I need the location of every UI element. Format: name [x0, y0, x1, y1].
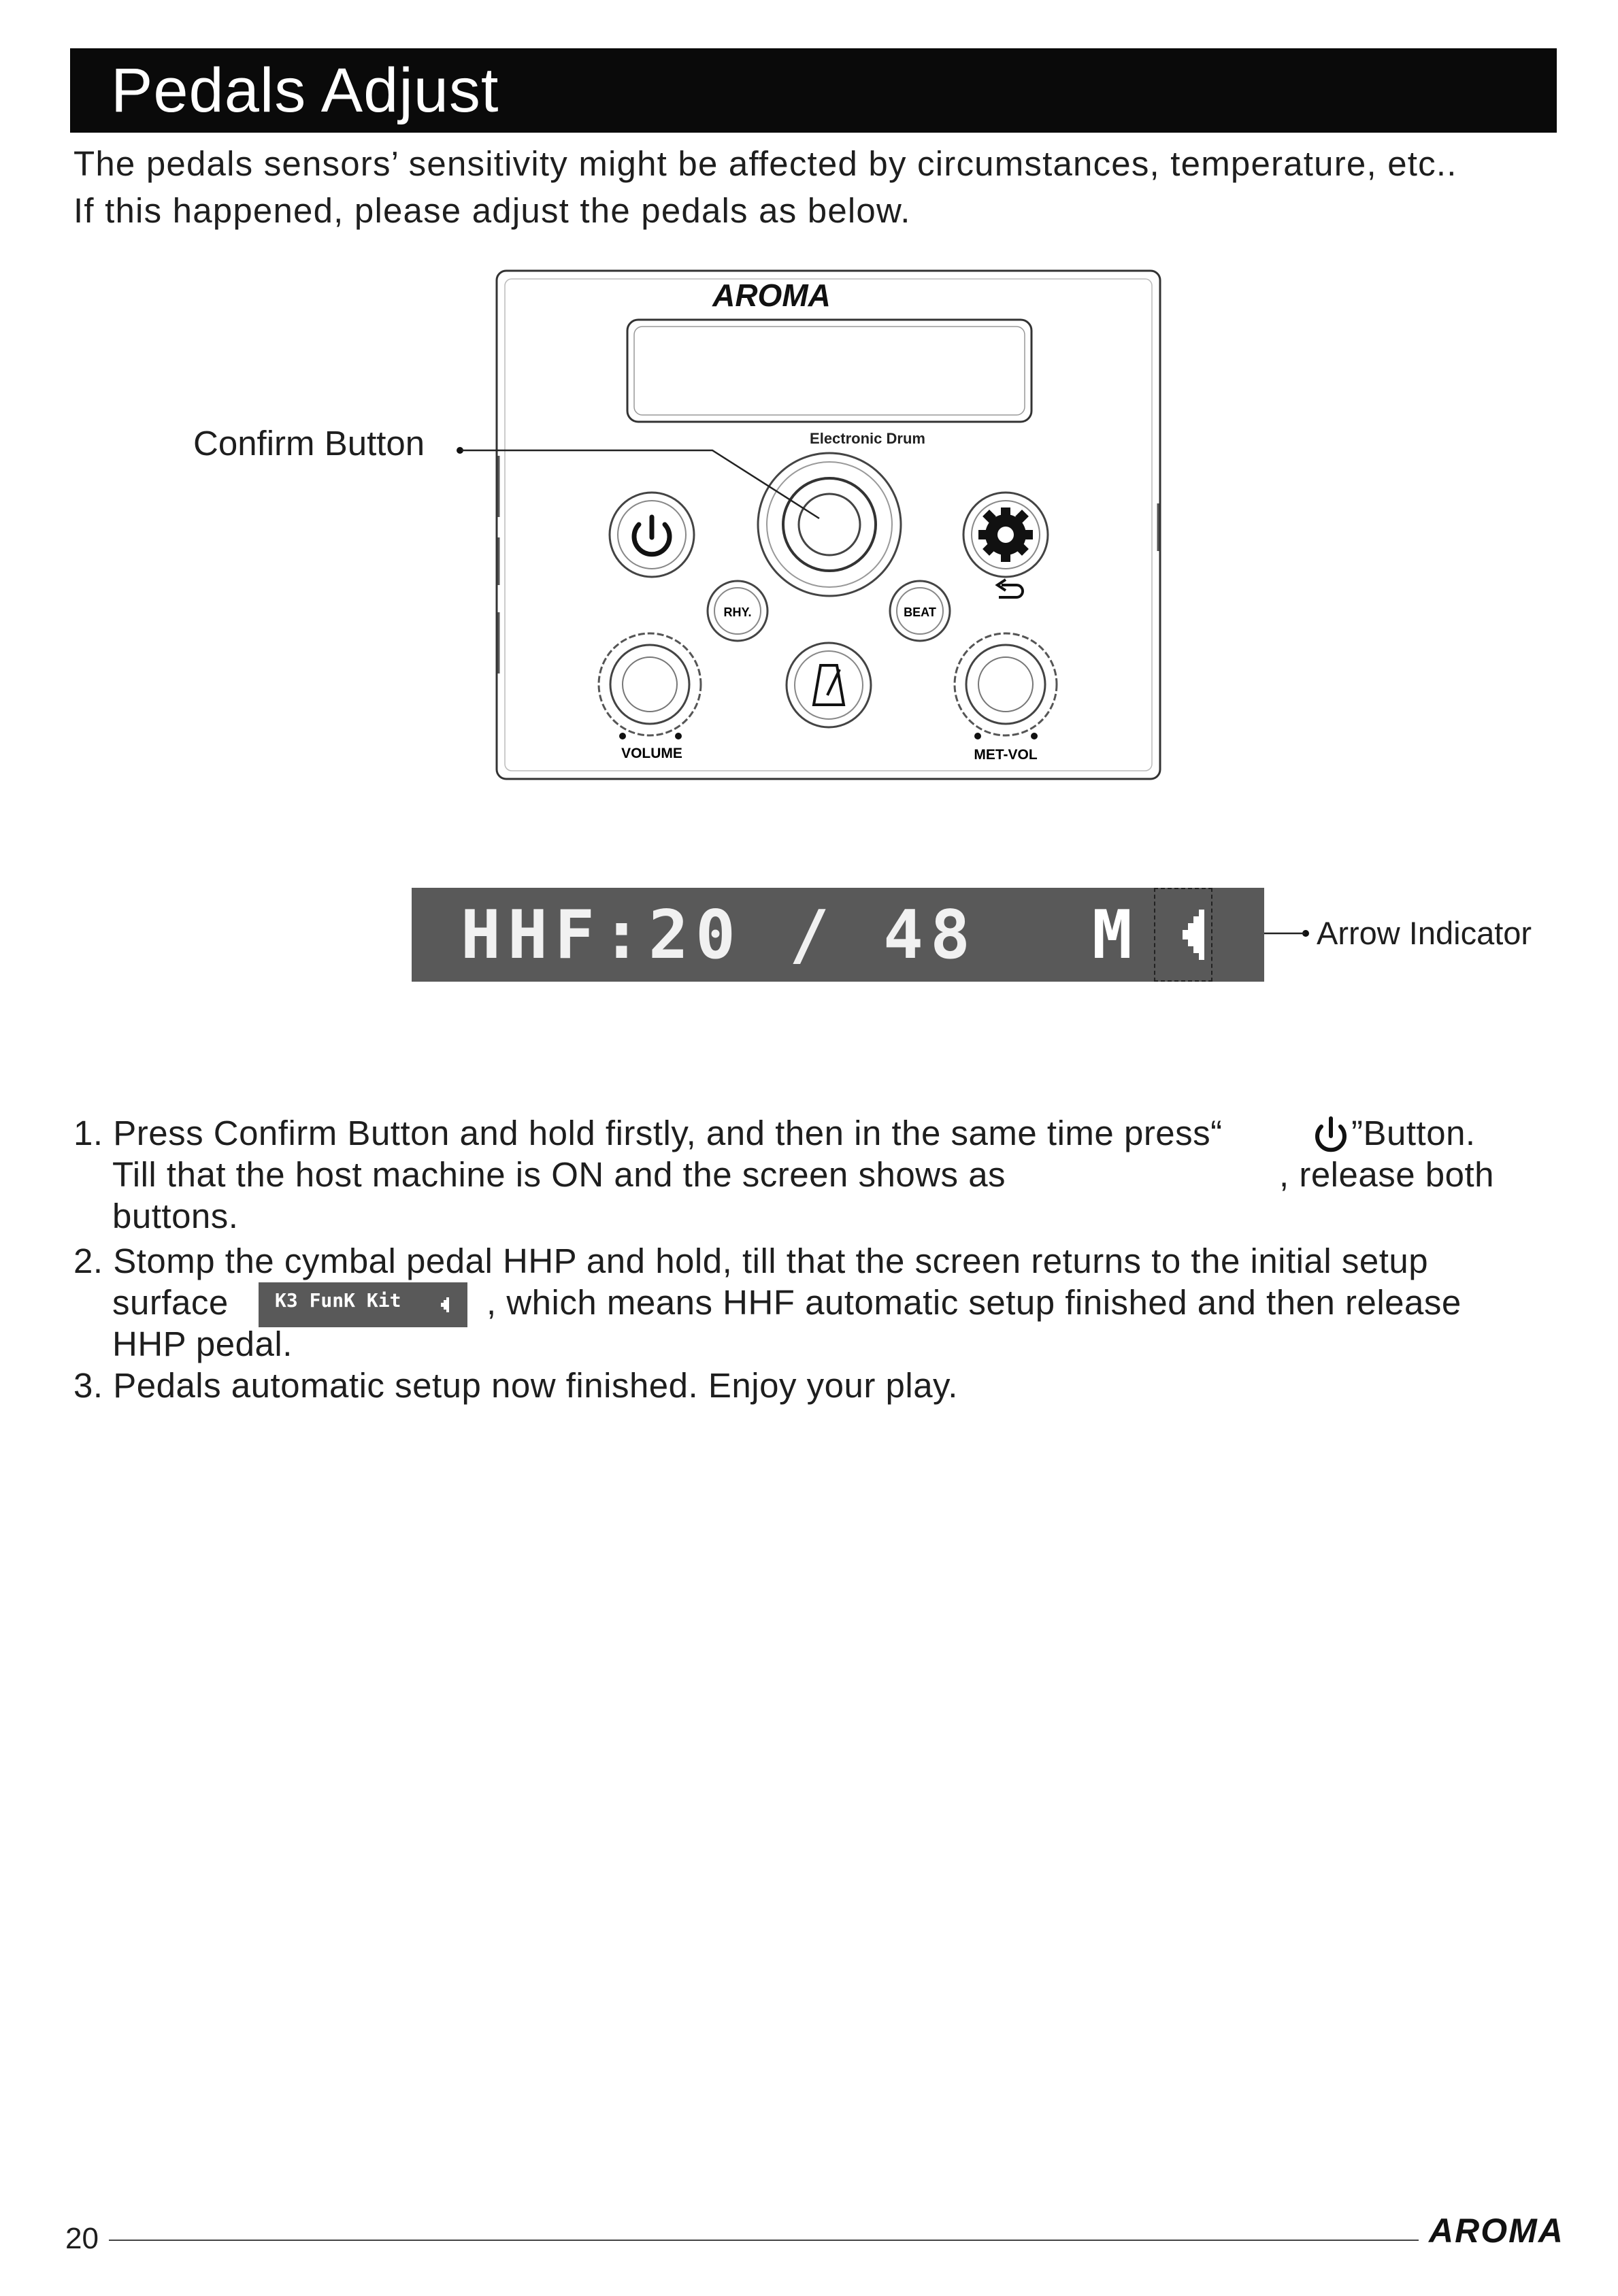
footer-logo: AROMA — [1429, 2212, 1564, 2250]
rhythm-label: RHY. — [723, 605, 752, 619]
step-1-line-2b: , release both — [1279, 1155, 1495, 1194]
panel-brand-logo: AROMA — [712, 278, 831, 313]
step-1-line-1b: ”Button. — [1351, 1114, 1476, 1152]
page-number: 20 — [65, 2222, 99, 2255]
arrow-indicator-box — [1154, 888, 1212, 982]
mini-arrow-icon — [441, 1296, 450, 1314]
volume-label: VOLUME — [621, 746, 682, 761]
step-1-line-3: buttons. — [112, 1197, 239, 1235]
lcd-mode: M — [1092, 897, 1133, 974]
step-2-line-2b: , which means HHF automatic setup finished and then release — [486, 1283, 1462, 1322]
intro-line-1: The pedals sensors’ sensitivity might be affected by circumstances, temperature, etc.. — [73, 144, 1457, 183]
beat-label: BEAT — [904, 605, 936, 619]
intro-line-2: If this happened, please adjust the pedals as below. — [73, 191, 911, 230]
met-vol-label: MET-VOL — [974, 747, 1038, 763]
step-2-line-2a: surface — [112, 1283, 229, 1322]
step-2-line-1: 2. Stomp the cymbal pedal HHP and hold, till that the screen returns to the initial setup — [73, 1242, 1429, 1280]
page-title: Pedals Adjust — [111, 56, 499, 125]
lcd-display — [412, 888, 1264, 982]
control-panel-illustration — [0, 0, 1618, 1020]
step-2-line-3: HHP pedal. — [112, 1325, 293, 1363]
footer-rule — [109, 2240, 1419, 2241]
step-1-line-1a: 1. Press Confirm Button and hold firstly, and then in the same time press“ — [73, 1114, 1223, 1152]
step-3: 3. Pedals automatic setup now finished. Enjoy your play. — [73, 1366, 958, 1405]
mini-lcd-display — [259, 1282, 467, 1327]
confirm-button-callout: Confirm Button — [193, 424, 425, 463]
power-icon — [1312, 1113, 1350, 1155]
lcd-text: HHF:20 / 48 — [461, 897, 978, 974]
panel-subtitle: Electronic Drum — [810, 430, 925, 447]
arrow-indicator-callout: Arrow Indicator — [1317, 915, 1532, 951]
step-1-line-2a: Till that the host machine is ON and the screen shows as — [112, 1155, 1006, 1194]
arrow-indicator-icon — [1155, 889, 1211, 980]
mini-lcd-text: K3 FunK Kit — [275, 1289, 401, 1312]
